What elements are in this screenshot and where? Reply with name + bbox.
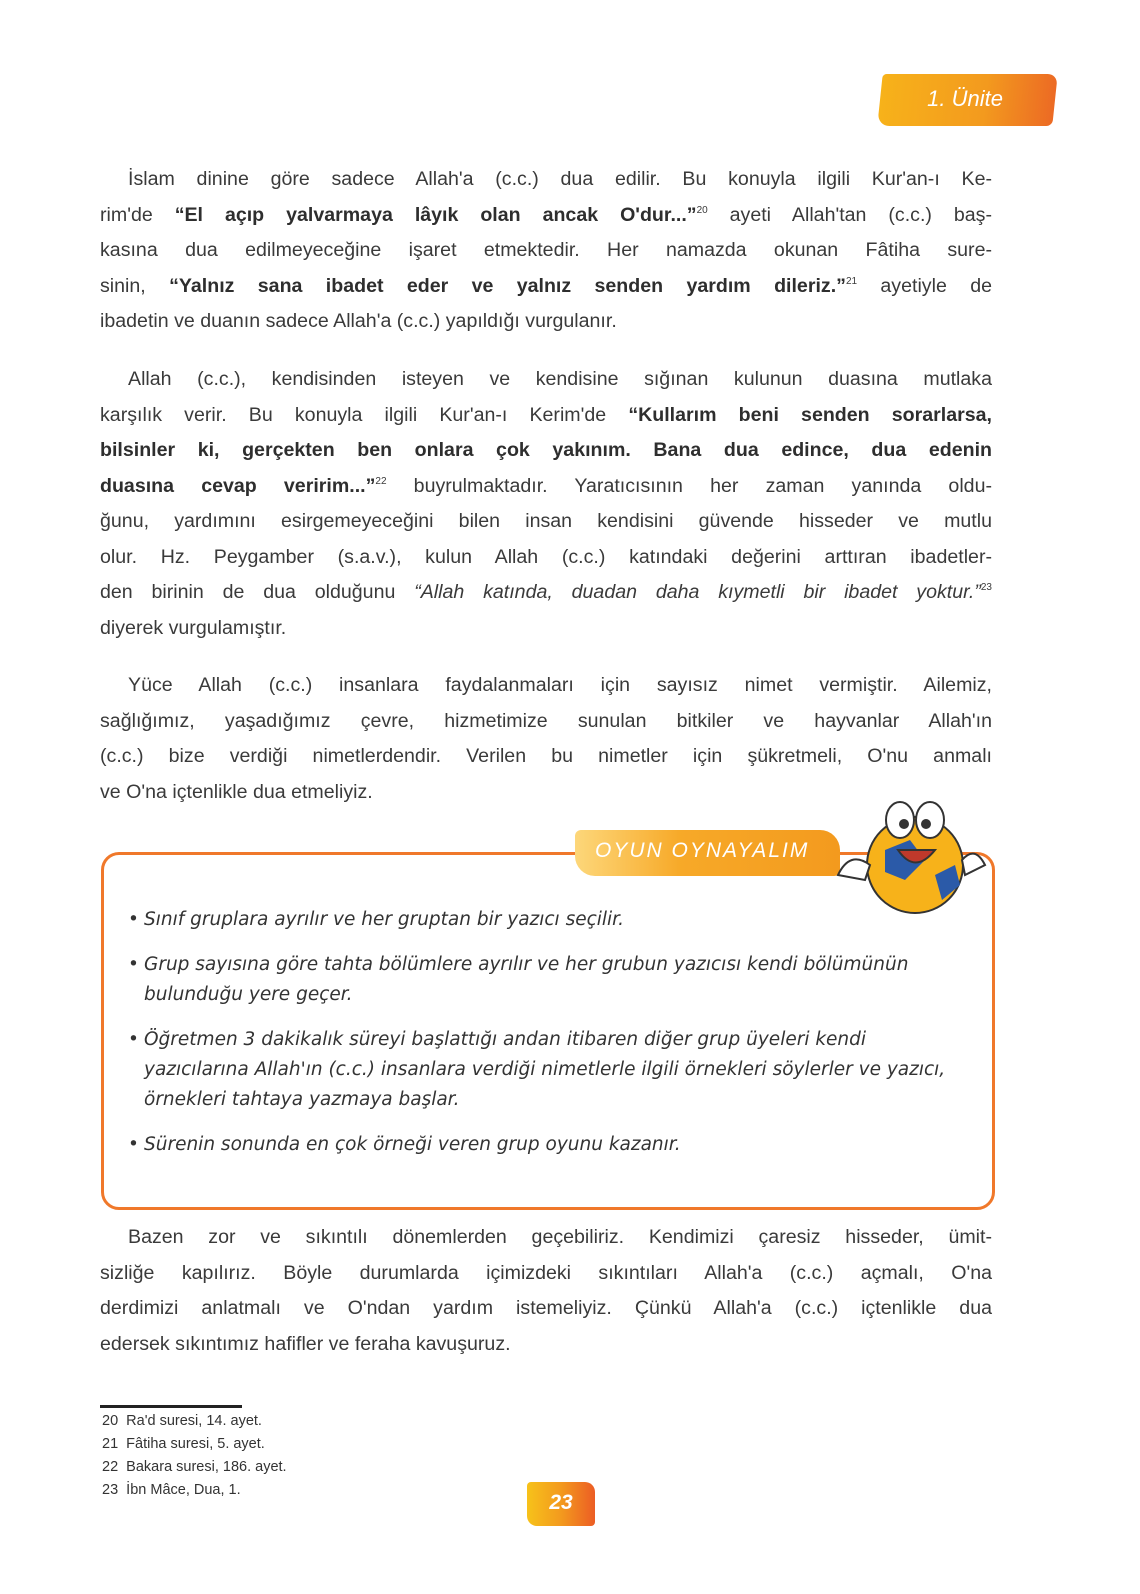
text-line	[100, 398, 992, 434]
globe-mascot-icon	[830, 780, 995, 915]
text-line	[100, 1220, 992, 1256]
text-line	[100, 540, 992, 576]
text: den birinin de dua olduğunu	[100, 581, 415, 603]
footnote-ref: 20	[696, 204, 708, 216]
text-line	[100, 704, 992, 740]
game-instruction-item: • Sınıf gruplara ayrılır ve her gruptan bir yazıcı seçilir.	[128, 905, 958, 935]
text: ibadetin ve duanın sadece Allah'a (c.c.) yapıldığı vurgulanır.	[100, 310, 617, 332]
quote-bold: bilsinler ki, gerçekten ben onlara çok yakınım. Bana dua edince, dua edenin	[100, 439, 992, 461]
game-instruction-item: • Sürenin sonunda en çok örneği veren grup oyunu kazanır.	[128, 1130, 958, 1160]
text: derdimizi anlatmalı ve O'ndan yardım istemeliyiz. Çünkü Allah'a (c.c.) içtenlikle dua	[100, 1297, 992, 1319]
quote-bold: “Kullarım beni senden sorarlarsa,	[628, 403, 992, 426]
text-line	[100, 304, 992, 340]
game-box-title: OYUN OYNAYALIM	[595, 839, 810, 862]
text: buyrulmaktadır. Yaratıcısının her zaman yanında oldu-	[386, 474, 992, 497]
text: Yüce Allah (c.c.) insanlara faydalanmaları için sayısız nimet vermiştir. Ailemiz,	[128, 674, 992, 696]
text: Bazen zor ve sıkıntılı dönemlerden geçebiliriz. Kendimizi çaresiz hisseder, ümit-	[128, 1226, 992, 1248]
text-line	[100, 198, 992, 234]
text-line	[100, 575, 992, 611]
text: olur. Hz. Peygamber (s.a.v.), kulun Allah (c.c.) katındaki değerini arttıran ibadetler-	[100, 545, 992, 568]
text: kasına dua edilmeyeceğine işaret etmektedir. Her namazda okunan Fâtiha sure-	[100, 239, 992, 261]
text: sağlığımız, yaşadığımız çevre, hizmetimize sunulan bitkiler ve hayvanlar Allah'ın	[100, 709, 992, 732]
footnote: 20 Ra'd suresi, 14. ayet.	[102, 1413, 262, 1429]
unit-tag	[877, 74, 1057, 126]
footnote-divider	[100, 1405, 242, 1408]
page-number-badge	[527, 1482, 595, 1526]
paragraph-1	[100, 162, 992, 340]
paragraph-4	[100, 1220, 992, 1362]
text: edersek sıkıntımız hafifler ve feraha kavuşuruz.	[100, 1332, 511, 1355]
text-line	[100, 1327, 992, 1363]
game-box-title-banner	[575, 830, 840, 876]
text-line	[100, 362, 992, 398]
text-line	[100, 611, 992, 647]
quote-bold: “El açıp yalvarmaya lâyık olan ancak O'dur...”	[174, 203, 697, 226]
text: diyerek vurgulamıştır.	[100, 616, 287, 639]
footnote: 23 İbn Mâce, Dua, 1.	[102, 1482, 241, 1498]
text: ve O'na içtenlikle dua etmeliyiz.	[100, 780, 373, 803]
footnote: 21 Fâtiha suresi, 5. ayet.	[102, 1436, 265, 1452]
text-line	[100, 504, 992, 540]
footnotes	[102, 1410, 287, 1502]
text: İslam dinine göre sadece Allah'a (c.c.) dua edilir. Bu konuyla ilgili Kur'an-ı Ke-	[128, 168, 992, 190]
page-number: 23	[549, 1491, 573, 1514]
unit-label: 1. Ünite	[927, 86, 1004, 111]
game-instruction-item: • Öğretmen 3 dakikalık süreyi başlattığı andan itibaren diğer grup üyeleri kendi yazıcılarına Allah'ın (c.c.) insanlara verdiği nimetlerle ilgili örnekleri söylerler ve yazıcı, örnekleri tahtaya yazmaya başlar.	[128, 1025, 958, 1115]
text: rim'de	[100, 203, 175, 226]
text: sizliğe kapılırız. Böyle durumlarda içimizdeki sıkıntıları Allah'a (c.c.) açmalı, O'na	[100, 1261, 992, 1284]
text: karşılık verir. Bu konuyla ilgili Kur'an-ı Kerim'de	[100, 403, 629, 426]
footnote-ref: 22	[375, 475, 387, 487]
game-instructions-list	[128, 905, 958, 1175]
text: ğunu, yardımını esirgemeyeceğini bilen insan kendisini güvende hisseder ve mutlu	[100, 510, 992, 532]
paragraph-2	[100, 362, 992, 646]
text-line	[100, 668, 992, 704]
text-line	[100, 162, 992, 198]
text: Allah (c.c.), kendisinden isteyen ve kendisine sığınan kulunun duasına mutlaka	[128, 368, 992, 390]
text-line	[100, 469, 992, 505]
text-line	[100, 739, 992, 775]
quote-bold: “Yalnız sana ibadet eder ve yalnız senden yardım dileriz.”	[169, 274, 846, 297]
text: ayetiyle de	[857, 274, 992, 297]
quote-bold: duasına cevap veririm...”	[100, 474, 376, 497]
text-line	[100, 433, 992, 469]
text: ayeti Allah'tan (c.c.) baş-	[707, 203, 992, 226]
footnote-ref: 21	[845, 275, 858, 287]
quote-italic: “Allah katında, duadan daha kıymetli bir ibadet yoktur.”	[414, 581, 981, 603]
footnote-ref: 23	[980, 582, 992, 593]
game-instruction-item: • Grup sayısına göre tahta bölümlere ayrılır ve her grubun yazıcısı kendi bölümünün bulunduğu yere geçer.	[128, 950, 958, 1010]
text-line	[100, 1256, 992, 1292]
footnote: 22 Bakara suresi, 186. ayet.	[102, 1459, 287, 1475]
text-line	[100, 233, 992, 269]
text: sinin,	[100, 274, 170, 297]
text-line	[100, 269, 992, 305]
text: (c.c.) bize verdiği nimetlerdendir. Verilen bu nimetler için şükretmeli, O'nu anmalı	[100, 745, 992, 767]
text-line	[100, 1291, 992, 1327]
